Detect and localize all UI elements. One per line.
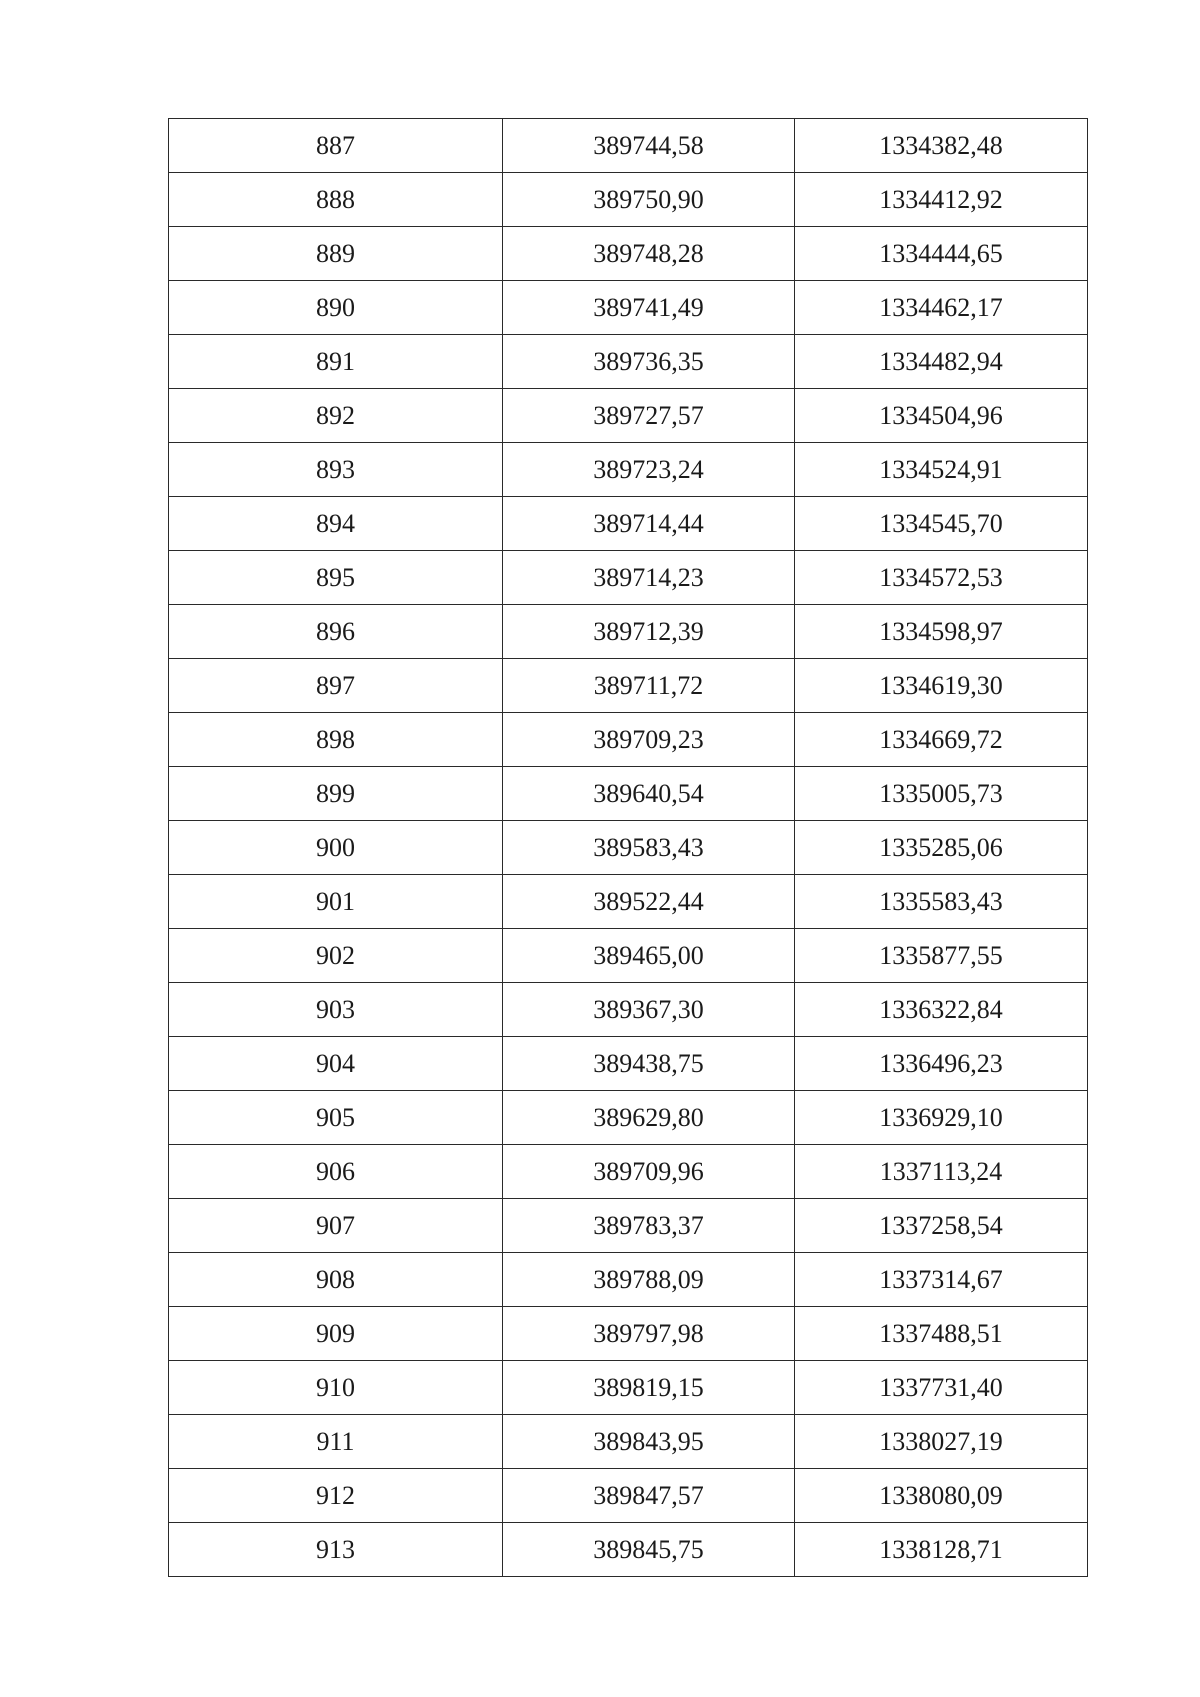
y-coordinate-cell: 1335877,55 <box>795 929 1088 983</box>
y-coordinate-cell: 1334382,48 <box>795 119 1088 173</box>
x-coordinate-cell: 389711,72 <box>503 659 795 713</box>
y-coordinate-cell: 1334619,30 <box>795 659 1088 713</box>
y-coordinate-cell: 1335005,73 <box>795 767 1088 821</box>
point-number-cell: 893 <box>169 443 503 497</box>
table-row <box>169 1091 1088 1145</box>
point-number-cell: 904 <box>169 1037 503 1091</box>
x-coordinate-cell: 389788,09 <box>503 1253 795 1307</box>
table-row <box>169 1307 1088 1361</box>
table-row <box>169 605 1088 659</box>
y-coordinate-cell: 1334504,96 <box>795 389 1088 443</box>
coordinates-table-body <box>169 119 1088 1577</box>
point-number-cell: 891 <box>169 335 503 389</box>
y-coordinate-cell: 1334572,53 <box>795 551 1088 605</box>
x-coordinate-cell: 389438,75 <box>503 1037 795 1091</box>
table-row <box>169 1145 1088 1199</box>
point-number-cell: 909 <box>169 1307 503 1361</box>
point-number-cell: 902 <box>169 929 503 983</box>
y-coordinate-cell: 1336322,84 <box>795 983 1088 1037</box>
point-number-cell: 890 <box>169 281 503 335</box>
table-row <box>169 875 1088 929</box>
x-coordinate-cell: 389712,39 <box>503 605 795 659</box>
table-row <box>169 335 1088 389</box>
point-number-cell: 908 <box>169 1253 503 1307</box>
y-coordinate-cell: 1334412,92 <box>795 173 1088 227</box>
point-number-cell: 887 <box>169 119 503 173</box>
y-coordinate-cell: 1337314,67 <box>795 1253 1088 1307</box>
point-number-cell: 913 <box>169 1523 503 1577</box>
x-coordinate-cell: 389819,15 <box>503 1361 795 1415</box>
y-coordinate-cell: 1337113,24 <box>795 1145 1088 1199</box>
x-coordinate-cell: 389714,44 <box>503 497 795 551</box>
table-row <box>169 551 1088 605</box>
table-row <box>169 983 1088 1037</box>
table-row <box>169 119 1088 173</box>
y-coordinate-cell: 1338027,19 <box>795 1415 1088 1469</box>
y-coordinate-cell: 1334444,65 <box>795 227 1088 281</box>
x-coordinate-cell: 389640,54 <box>503 767 795 821</box>
point-number-cell: 888 <box>169 173 503 227</box>
table-row <box>169 713 1088 767</box>
x-coordinate-cell: 389797,98 <box>503 1307 795 1361</box>
y-coordinate-cell: 1336929,10 <box>795 1091 1088 1145</box>
y-coordinate-cell: 1334598,97 <box>795 605 1088 659</box>
coordinates-table <box>168 118 1088 1577</box>
point-number-cell: 892 <box>169 389 503 443</box>
point-number-cell: 907 <box>169 1199 503 1253</box>
y-coordinate-cell: 1337731,40 <box>795 1361 1088 1415</box>
table-row <box>169 1469 1088 1523</box>
point-number-cell: 912 <box>169 1469 503 1523</box>
table-row <box>169 281 1088 335</box>
x-coordinate-cell: 389522,44 <box>503 875 795 929</box>
table-row <box>169 1199 1088 1253</box>
table-row <box>169 497 1088 551</box>
y-coordinate-cell: 1334545,70 <box>795 497 1088 551</box>
point-number-cell: 903 <box>169 983 503 1037</box>
point-number-cell: 895 <box>169 551 503 605</box>
y-coordinate-cell: 1338080,09 <box>795 1469 1088 1523</box>
x-coordinate-cell: 389748,28 <box>503 227 795 281</box>
y-coordinate-cell: 1336496,23 <box>795 1037 1088 1091</box>
x-coordinate-cell: 389736,35 <box>503 335 795 389</box>
y-coordinate-cell: 1335285,06 <box>795 821 1088 875</box>
x-coordinate-cell: 389750,90 <box>503 173 795 227</box>
y-coordinate-cell: 1337258,54 <box>795 1199 1088 1253</box>
y-coordinate-cell: 1337488,51 <box>795 1307 1088 1361</box>
point-number-cell: 905 <box>169 1091 503 1145</box>
point-number-cell: 897 <box>169 659 503 713</box>
x-coordinate-cell: 389723,24 <box>503 443 795 497</box>
table-row <box>169 443 1088 497</box>
table-row <box>169 389 1088 443</box>
point-number-cell: 911 <box>169 1415 503 1469</box>
x-coordinate-cell: 389709,96 <box>503 1145 795 1199</box>
table-row <box>169 659 1088 713</box>
x-coordinate-cell: 389709,23 <box>503 713 795 767</box>
table-row <box>169 173 1088 227</box>
point-number-cell: 901 <box>169 875 503 929</box>
x-coordinate-cell: 389741,49 <box>503 281 795 335</box>
y-coordinate-cell: 1338128,71 <box>795 1523 1088 1577</box>
x-coordinate-cell: 389843,95 <box>503 1415 795 1469</box>
table-row <box>169 1361 1088 1415</box>
x-coordinate-cell: 389744,58 <box>503 119 795 173</box>
x-coordinate-cell: 389465,00 <box>503 929 795 983</box>
table-row <box>169 929 1088 983</box>
point-number-cell: 889 <box>169 227 503 281</box>
x-coordinate-cell: 389583,43 <box>503 821 795 875</box>
y-coordinate-cell: 1334482,94 <box>795 335 1088 389</box>
point-number-cell: 900 <box>169 821 503 875</box>
y-coordinate-cell: 1334669,72 <box>795 713 1088 767</box>
table-row <box>169 1523 1088 1577</box>
y-coordinate-cell: 1335583,43 <box>795 875 1088 929</box>
point-number-cell: 896 <box>169 605 503 659</box>
table-row <box>169 1037 1088 1091</box>
x-coordinate-cell: 389783,37 <box>503 1199 795 1253</box>
x-coordinate-cell: 389629,80 <box>503 1091 795 1145</box>
point-number-cell: 906 <box>169 1145 503 1199</box>
table-row <box>169 227 1088 281</box>
x-coordinate-cell: 389845,75 <box>503 1523 795 1577</box>
y-coordinate-cell: 1334524,91 <box>795 443 1088 497</box>
y-coordinate-cell: 1334462,17 <box>795 281 1088 335</box>
point-number-cell: 894 <box>169 497 503 551</box>
table-row <box>169 1415 1088 1469</box>
table-row <box>169 1253 1088 1307</box>
point-number-cell: 898 <box>169 713 503 767</box>
table-row <box>169 767 1088 821</box>
table-row <box>169 821 1088 875</box>
x-coordinate-cell: 389714,23 <box>503 551 795 605</box>
x-coordinate-cell: 389367,30 <box>503 983 795 1037</box>
point-number-cell: 899 <box>169 767 503 821</box>
x-coordinate-cell: 389727,57 <box>503 389 795 443</box>
point-number-cell: 910 <box>169 1361 503 1415</box>
x-coordinate-cell: 389847,57 <box>503 1469 795 1523</box>
